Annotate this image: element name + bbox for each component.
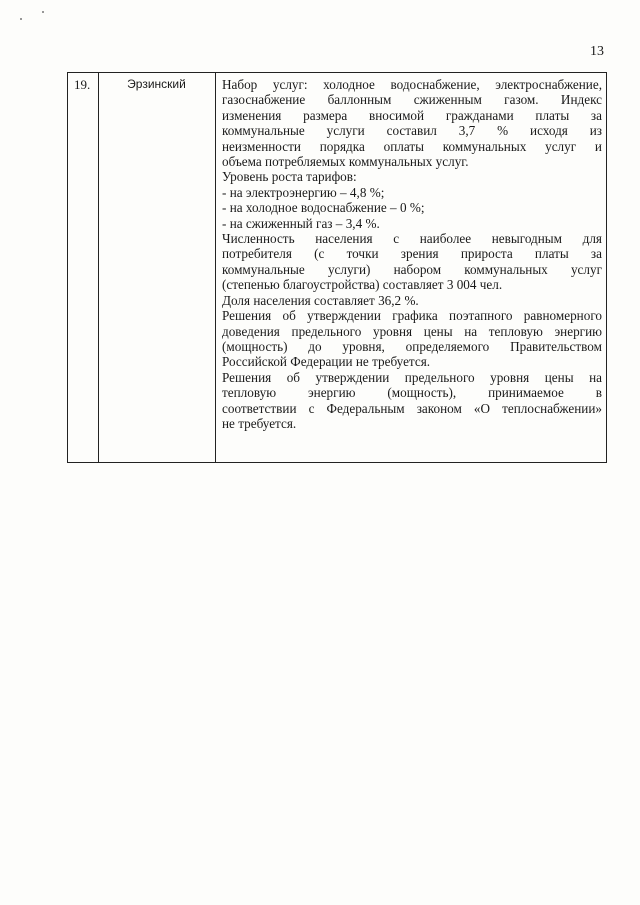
- column-divider: [98, 73, 99, 462]
- page-number: 13: [590, 44, 604, 59]
- text-line: доведения предельного уровня цены на тепловую энергию: [222, 323, 602, 339]
- scan-speck: [20, 18, 22, 20]
- text-line: газоснабжение баллонным сжиженным газом. Индекс: [222, 92, 602, 108]
- district-name: Эрзинский: [127, 77, 186, 91]
- text-line: - на холодное водоснабжение – 0 %;: [222, 200, 425, 216]
- text-line: Российской Федерации не требуется.: [222, 354, 431, 370]
- text-line: Численность населения с наиболее невыгодным для: [222, 231, 602, 247]
- text-line: тепловую энергию (мощность), принимаемое в: [222, 385, 602, 401]
- text-line: Решения об утверждении предельного уровня цены на: [222, 369, 602, 385]
- text-line: потребителя (с точки зрения прироста платы за: [222, 246, 602, 262]
- text-line: - на электроэнергию – 4,8 %;: [222, 184, 385, 200]
- text-line: коммунальные услуги составил 3,7 % исходя из: [222, 123, 602, 139]
- text-line: Уровень роста тарифов:: [222, 169, 357, 185]
- text-line: соответствии с Федеральным законом «О теплоснабжении»: [222, 400, 602, 416]
- text-line: изменения размера вносимой гражданами платы за: [222, 107, 602, 123]
- scan-speck: [42, 11, 44, 13]
- text-line: Доля населения составляет 36,2 %.: [222, 292, 419, 308]
- text-line: неизменности порядка оплаты коммунальных услуг и: [222, 138, 602, 154]
- text-line: Решения об утверждении графика поэтапного равномерного: [222, 308, 602, 324]
- text-line: объема потребляемых коммунальных услуг.: [222, 154, 469, 170]
- text-line: коммунальные услуги) набором коммунальных услуг: [222, 261, 602, 277]
- text-line: не требуется.: [222, 415, 297, 431]
- data-table: [67, 72, 607, 463]
- text-line: (мощность) до уровня, определяемого Правительством: [222, 338, 602, 354]
- text-line: - на сжиженный газ – 3,4 %.: [222, 215, 380, 231]
- description-cell: [222, 77, 602, 431]
- column-divider: [215, 73, 216, 462]
- text-line: Набор услуг: холодное водоснабжение, электроснабжение,: [222, 77, 602, 92]
- text-line: (степенью благоустройства) составляет 3 004 чел.: [222, 277, 503, 293]
- row-number: 19.: [74, 77, 91, 92]
